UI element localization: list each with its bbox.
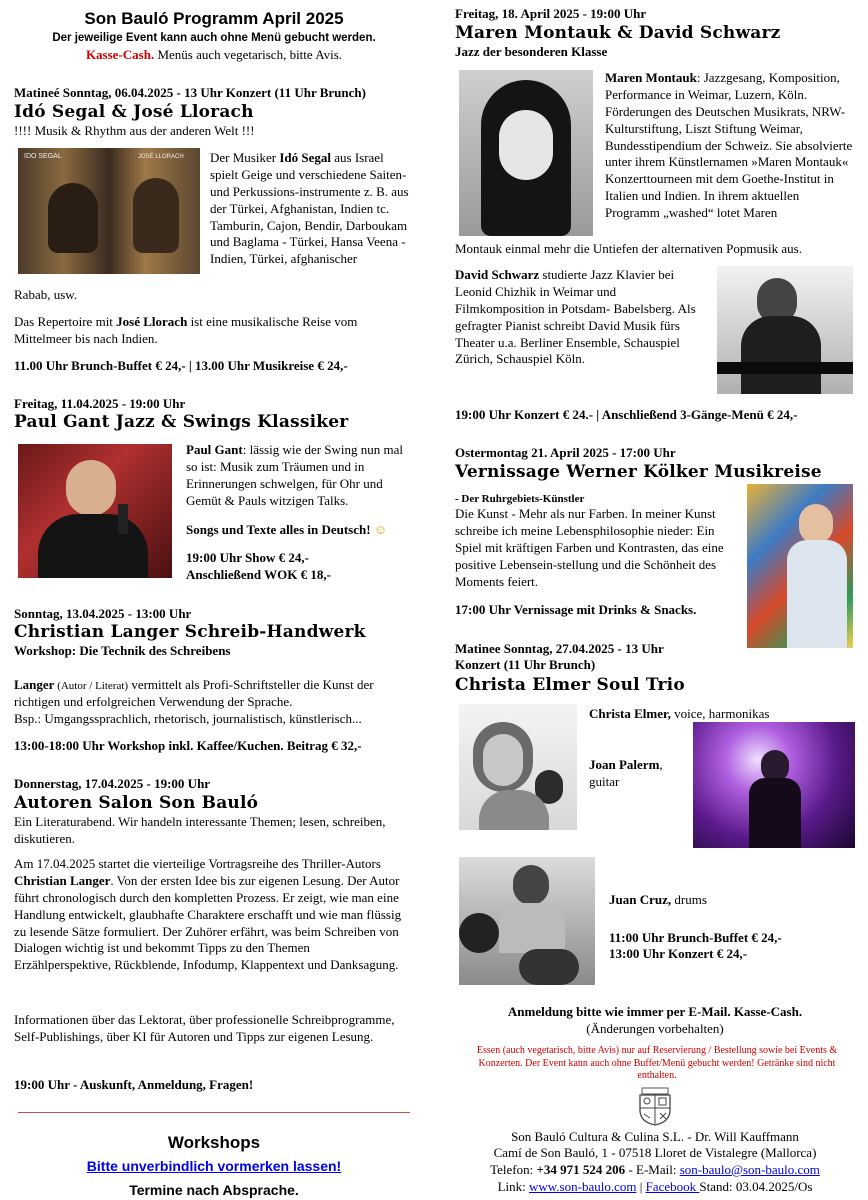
tel-number[interactable]: +34 971 524 206 [536, 1162, 626, 1177]
event3-title: Christian Langer Schreib-Handwerk [14, 622, 366, 642]
event4-author: Christian Langer [14, 872, 111, 888]
event1-tagline: !!!! Musik & Rhythm aus der anderen Welt !!! [14, 123, 255, 138]
event4-body-b: . Von der ersten Idee bis zur eigenen Lesung. Der Autor führt chronologisch durch den kompletten Prozess. Er zeigt, wie man eine Handlung entwickelt, glaubhafte Charaktere erschafft und wie man flüssig zu lesende Sätze formuliert. Der Zuhörer erfährt, was beim Schreiben von Dialogen wichtig ist und bekommt Tipps zu den Themen Erzählperspektive, Rückblende, Infodump, Klappentext und Danksagung. [14, 872, 402, 973]
event7-date: Matinee Sonntag, 27.04.2025 - 13 Uhr [455, 641, 664, 656]
workshops-title: Workshops [167, 1133, 261, 1152]
page-subtitle: Der jeweilige Event kann auch ohne Menü gebucht werden. [52, 32, 376, 44]
juan-role: drums [671, 892, 707, 907]
event1-desc-a: Der Musiker [210, 150, 280, 165]
event1-rep-b: ist eine musikalische Reise vom Mittelmeer bis nach Indien. [14, 314, 358, 346]
event1-artist-name: Idó Segal [279, 150, 331, 165]
event2-date: Freitag, 11.04.2025 - 19:00 Uhr [14, 396, 186, 411]
event3-name: Langer [14, 677, 55, 692]
event6-price: 17:00 Uhr Vernissage mit Drinks & Snacks. [455, 602, 697, 617]
christa-name: Christa Elmer, [589, 706, 671, 721]
event1-rep-name: José Llorach [116, 314, 188, 329]
event2-artist-name: Paul Gant [186, 442, 243, 457]
joan-line [589, 757, 663, 774]
david-photo [717, 266, 853, 394]
christa-line [589, 706, 769, 723]
page-title: Son Bauló Programm April 2025 [84, 9, 344, 28]
kolker-photo [747, 484, 853, 648]
event4-body [14, 856, 410, 974]
event1-desc-b: aus Israel spielt Geige und verschiedene Saiten- und Perkussions-instrumente z. B. aus der Türkei, Afghanistan, Indien tc. Tamburin, Cajon, Bendir, Darboukam und Baglama - Türkei, Hansa Veena - Indien, Türkei, afghanischer [210, 150, 409, 267]
event5-subtitle: Jazz der besonderen Klasse [455, 44, 608, 59]
event2-show: 19:00 Uhr Show € 24,- [186, 550, 309, 565]
workshops-link[interactable] [14, 1157, 414, 1175]
event1-title: Idó Segal & José Llorach [14, 102, 254, 122]
christa-role: voice, harmonikas [670, 706, 770, 721]
event6-description: Die Kunst - Mehr als nur Farben. In meiner Kunst schreibe ich meine Lebensphilosophie nieder: Ein Spiel mit kräftigen Farben und Kontrasten, das eine positive Lebensein-stellung und die Schönheit des Moments feiert. [455, 506, 724, 589]
maren-desc: : Jazzgesang, Komposition, Performance in Weimar, Luzern, Köln. Förderungen des Deutschen Musikrats, NRW-Kulturstiftung, Liszt Stiftung Weimar, Bundesstipendium der Schweiz. Sie absolvierte unter ihrem Künstlernamen »Maren Montauk« Konzerttourneen mit dem Goethe-Institut in Italien und Indien. In ihrem aktuellen Programm „washed“ lotet Maren [605, 70, 853, 221]
event4-info: Informationen über das Lektorat, über professionelle Schreibprogramme, Self-Publishings, über KI für Autoren und Tipps zur eigenen Lesung. [14, 1012, 395, 1044]
crest-icon [636, 1086, 674, 1126]
workshops-link-text[interactable]: Bitte unverbindlich vormerken lassen! [86, 1158, 342, 1174]
photo-label-jose: JOSÉ LLORACH [138, 154, 184, 160]
joan-role2: guitar [589, 774, 620, 789]
event2-songs-text: Songs und Texte alles in Deutsch! [186, 522, 371, 537]
event4-intro: Ein Literaturabend. Wir handeln interessante Themen; lesen, schreiben, diskutieren. [14, 814, 386, 846]
event5-price: 19:00 Uhr Konzert € 24.- | Anschließend 3-Gänge-Menü € 24,- [455, 407, 798, 422]
event2-title: Paul Gant Jazz & Swings Klassiker [14, 412, 349, 432]
facebook-link[interactable]: Facebook [645, 1179, 700, 1194]
links-line [455, 1179, 855, 1196]
juan-photo [459, 857, 595, 985]
event6-date: Ostermontag 21. April 2025 - 17:00 Uhr [455, 445, 676, 460]
event2-description [186, 442, 412, 510]
event3-date: Sonntag, 13.04.2025 - 13:00 Uhr [14, 606, 192, 621]
event4-footer: 19:00 Uhr - Auskunft, Anmeldung, Fragen! [14, 1077, 254, 1092]
website-link[interactable]: www.son-baulo.com [528, 1179, 637, 1194]
event3-subtitle: Workshop: Die Technik des Schreibens [14, 643, 231, 658]
smiley-icon: ☺ [373, 522, 388, 537]
christa-photo [459, 704, 577, 830]
event5-date: Freitag, 18. April 2025 - 19:00 Uhr [455, 6, 647, 21]
event4-title: Autoren Salon Son Bauló [14, 793, 259, 813]
maren-desc-continued: Montauk einmal mehr die Untiefen der alternativen Popmusik aus. [455, 241, 802, 256]
food-note: Essen (auch vegetarisch, bitte Avis) nur auf Reservierung / Bestellung sowie bei Events & Konzerten. Der Event kann auch ohne Buffet/Menü gebucht werden! Getränke sind nicht enthalten. [476, 1045, 838, 1081]
menu-note: Menüs auch vegetarisch, bitte Avis. [157, 47, 343, 62]
company-name: Son Bauló Cultura & Culina S.L. - Dr. Will Kauffmann [511, 1129, 799, 1144]
david-desc: studierte Jazz Klavier bei Leonid Chizhik in Weimar und Filmkomposition in Potsdam- Babelsberg. Als gefragter Pianist schreibt David Musik fürs Theater u.a. Berliner Ensemble, Schauspiel Zürich, Schauspiel Köln. [455, 267, 696, 367]
event7-title: Christa Elmer Soul Trio [455, 675, 685, 695]
joan-photo [693, 722, 855, 848]
link-label: Link: [497, 1179, 529, 1194]
event2-wok: Anschließend WOK € 18,- [186, 567, 331, 582]
event4-date: Donnerstag, 17.04.2025 - 19:00 Uhr [14, 776, 211, 791]
maren-name: Maren Montauk [605, 70, 697, 85]
event2-songs [186, 522, 387, 539]
juan-line [609, 892, 707, 909]
event3-role: (Autor / Literat) [54, 680, 129, 692]
photo-label-ido: IDO SEGAL [24, 153, 62, 160]
event3-desc: vermittelt als Profi-Schriftsteller die Kunst der richtigen und erfolgreichen Verwendung der Sprache. [14, 677, 374, 709]
joan-role: , [659, 757, 663, 772]
david-name: David Schwarz [455, 267, 540, 282]
stand-date: Stand: 03.04.2025/Os [699, 1179, 813, 1194]
event1-price: 11.00 Uhr Brunch-Buffet € 24,- | 13.00 Uhr Musikreise € 24,- [14, 358, 348, 373]
event3-example: Bsp.: Umgangssprachlich, rhetorisch, journalistisch, künstlerisch... [14, 711, 362, 726]
event7-konzert: 13:00 Uhr Konzert € 24,- [609, 946, 748, 961]
event7-date2: Konzert (11 Uhr Brunch) [455, 657, 596, 672]
event1-description [210, 150, 410, 268]
link-separator: | [636, 1179, 646, 1194]
event5-title: Maren Montauk & David Schwarz [455, 23, 781, 43]
event1-desc-c: Rabab, usw. [14, 287, 78, 302]
event1-date: Matineé Sonntag, 06.04.2025 - 13 Uhr Konzert (11 Uhr Brunch) [14, 85, 366, 100]
david-description [455, 267, 707, 368]
maren-description [605, 70, 855, 222]
divider [18, 1112, 410, 1113]
event2-photo [18, 444, 172, 578]
maren-photo [459, 70, 593, 236]
company-address: Camí de Son Bauló, 1 - 07518 Lloret de Vistalegre (Mallorca) [493, 1145, 817, 1160]
cash-label: Kasse-Cash. [85, 47, 155, 62]
event3-description [14, 677, 412, 711]
email-label: - E-Mail: [625, 1162, 680, 1177]
event6-subtitle: - Der Ruhrgebiets-Künstler [455, 493, 585, 505]
joan-name: Joan Palerm [589, 757, 660, 772]
event1-photo [18, 148, 200, 274]
event1-rep-a: Das Repertoire mit [14, 314, 117, 329]
event3-price: 13:00-18:00 Uhr Workshop inkl. Kaffee/Kuchen. Beitrag € 32,- [14, 738, 362, 753]
email-link[interactable]: son-baulo@son-baulo.com [679, 1162, 820, 1177]
tel-label: Telefon: [490, 1162, 537, 1177]
event2-desc: : lässig wie der Swing nun mal so ist: Musik zum Träumen und in Erinnerungen schwelgen, für Ohr und Gemüt & Pauls witzigen Talks. [186, 442, 404, 508]
juan-name: Juan Cruz, [609, 892, 672, 907]
contact-line [455, 1162, 855, 1179]
event6-title: Vernissage Werner Kölker Musikreise [455, 462, 822, 482]
changes-note: (Änderungen vorbehalten) [586, 1021, 724, 1036]
anmeldung-note: Anmeldung bitte wie immer per E-Mail. Kasse-Cash. [507, 1004, 803, 1019]
event4-body-a: Am 17.04.2025 startet die vierteilige Vortragsreihe des Thriller-Autors [14, 856, 381, 871]
workshops-note: Termine nach Absprache. [129, 1182, 299, 1198]
cash-note [14, 47, 414, 64]
event1-repertoire [14, 314, 412, 348]
event7-brunch: 11:00 Uhr Brunch-Buffet € 24,- [609, 930, 782, 945]
